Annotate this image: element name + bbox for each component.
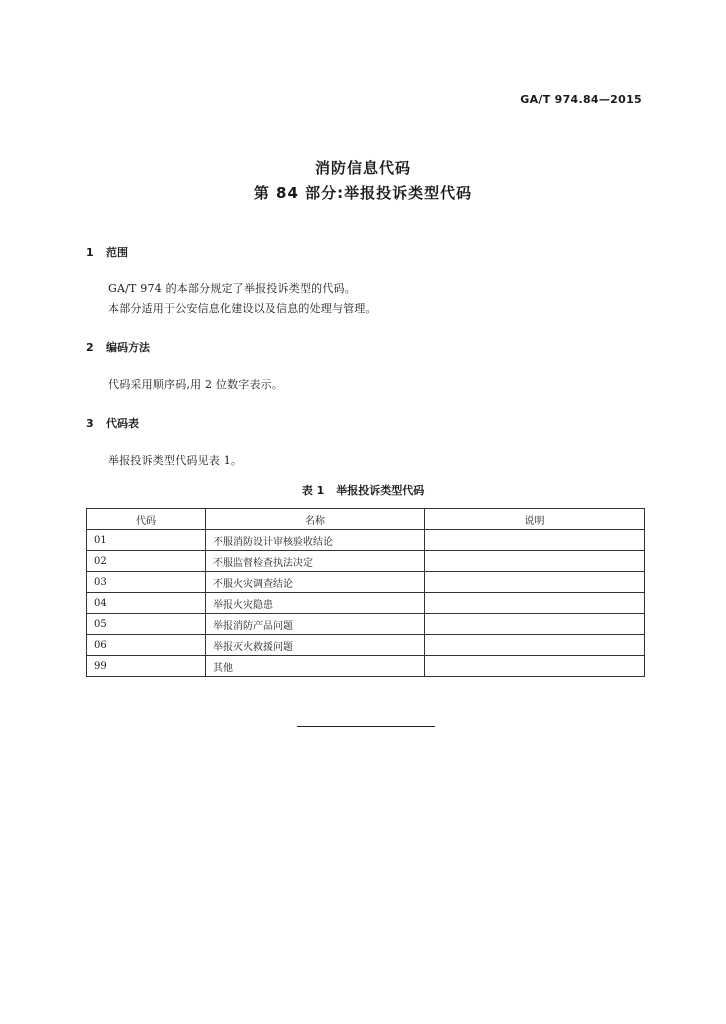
table-row (87, 656, 645, 677)
cell-code: 05 (87, 614, 206, 635)
cell-code: 03 (87, 572, 206, 593)
paragraph: GA/T 974 的本部分规定了举报投诉类型的代码。 (108, 282, 356, 295)
section-heading-scope (86, 244, 128, 260)
cell-name: 不服监督检查执法决定 (206, 551, 425, 572)
section-number: 3 (86, 417, 94, 430)
cell-code: 04 (87, 593, 206, 614)
table-caption-title: 举报投诉类型代码 (336, 484, 425, 497)
cell-description (425, 572, 645, 593)
cell-name: 不服消防设计审核验收结论 (206, 530, 425, 551)
document-title: 消防信息代码 (314, 159, 411, 177)
section-number: 1 (86, 246, 94, 259)
paragraph: 代码采用顺序码,用 2 位数字表示。 (108, 378, 284, 391)
document-subtitle: 第 84 部分:举报投诉类型代码 (253, 184, 473, 202)
cell-description (425, 551, 645, 572)
cell-code: 06 (87, 635, 206, 656)
cell-description (425, 530, 645, 551)
section-title: 编码方法 (106, 341, 150, 354)
section-number: 2 (86, 341, 94, 354)
table-row (87, 635, 645, 656)
section-title: 范围 (106, 246, 128, 259)
table-row (87, 551, 645, 572)
header-code: 代码 (87, 509, 206, 530)
cell-name: 不服火灾调查结论 (206, 572, 425, 593)
end-of-document-rule (297, 726, 435, 727)
section-heading-code-table (86, 415, 139, 431)
cell-code: 99 (87, 656, 206, 677)
table-row (87, 593, 645, 614)
cell-name: 举报灭火救援问题 (206, 635, 425, 656)
table-header-row (87, 509, 645, 530)
table-row (87, 614, 645, 635)
cell-name: 举报火灾隐患 (206, 593, 425, 614)
cell-code: 02 (87, 551, 206, 572)
paragraph: 举报投诉类型代码见表 1。 (108, 454, 243, 467)
cell-code: 01 (87, 530, 206, 551)
table-row (87, 530, 645, 551)
header-name: 名称 (206, 509, 425, 530)
cell-name: 其他 (206, 656, 425, 677)
code-table (86, 508, 645, 677)
cell-description (425, 614, 645, 635)
cell-description (425, 593, 645, 614)
section-title: 代码表 (106, 417, 139, 430)
cell-description (425, 635, 645, 656)
header-description: 说明 (425, 509, 645, 530)
standard-number: GA/T 974.84—2015 (520, 93, 642, 106)
section-heading-coding-method (86, 339, 150, 355)
paragraph: 本部分适用于公安信息化建设以及信息的处理与管理。 (108, 302, 377, 315)
table-caption (0, 482, 726, 498)
cell-name: 举报消防产品问题 (206, 614, 425, 635)
table-row (87, 572, 645, 593)
table-caption-label: 表 1 (301, 484, 325, 497)
cell-description (425, 656, 645, 677)
